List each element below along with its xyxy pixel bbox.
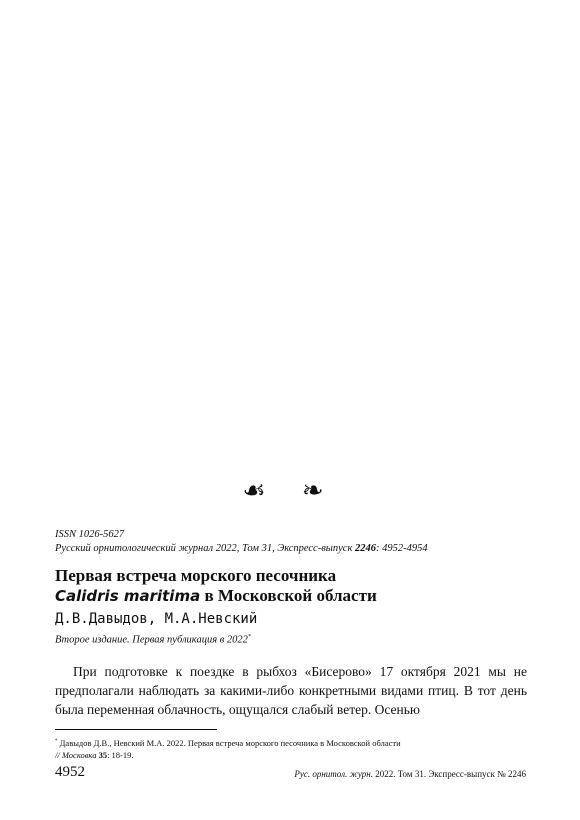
ornament-divider	[0, 476, 580, 506]
footnote-volume: 35	[96, 749, 108, 760]
footnote-citation: Давыдов Д.В., Невский М.А. 2022. Первая встреча морского песочника в Московской области	[57, 737, 401, 748]
title-line-2	[55, 586, 377, 606]
running-journal: Рус. орнитол. журн.	[294, 769, 373, 779]
ornament-right-icon: ❧	[301, 476, 338, 506]
publication-meta	[55, 528, 428, 556]
footnote-line-1	[55, 736, 401, 749]
journal-citation	[55, 542, 428, 556]
body-paragraph: При подготовке к поездке в рыбхоз «Бисерово» 17 октября 2021 мы не предполагали наблюдать за какими-либо конкретными видами птиц. В тот день была переменная облачность, ощущался слабый ветер. Осенью	[55, 664, 527, 717]
footnote-mark: *	[55, 739, 58, 744]
edition-footnote-mark: *	[247, 634, 251, 640]
title-line-1: Первая встреча морского песочника	[55, 566, 337, 585]
edition-text: Второе издание. Первая публикация в 2022	[55, 634, 248, 646]
running-head	[294, 769, 526, 779]
species-latin-name: Calidris maritima	[55, 587, 201, 605]
footnote	[55, 736, 401, 761]
footnote-line-2	[55, 749, 401, 761]
page-number: 4952	[55, 764, 85, 780]
article-title	[55, 566, 377, 606]
title-line-2-rest: в Московской области	[200, 586, 377, 605]
issn: ISSN 1026-5627	[55, 529, 125, 540]
authors: Д.В.Давыдов, М.А.Невский	[55, 611, 258, 627]
page-range: : 4952-4954	[376, 543, 428, 554]
edition-note	[55, 634, 251, 646]
footnote-journal: // Московка	[55, 749, 97, 760]
running-issue: 2022. Том 31. Экспресс-выпуск № 2246	[372, 769, 526, 779]
footnote-divider	[55, 729, 217, 730]
journal-prefix: Русский орнитологический журнал 2022, Том 31, Экспресс-выпуск	[55, 543, 355, 554]
footnote-pages: : 18-19.	[107, 749, 134, 760]
issue-number: 2246	[355, 543, 376, 554]
ornament-left-icon: ☙	[242, 476, 280, 506]
